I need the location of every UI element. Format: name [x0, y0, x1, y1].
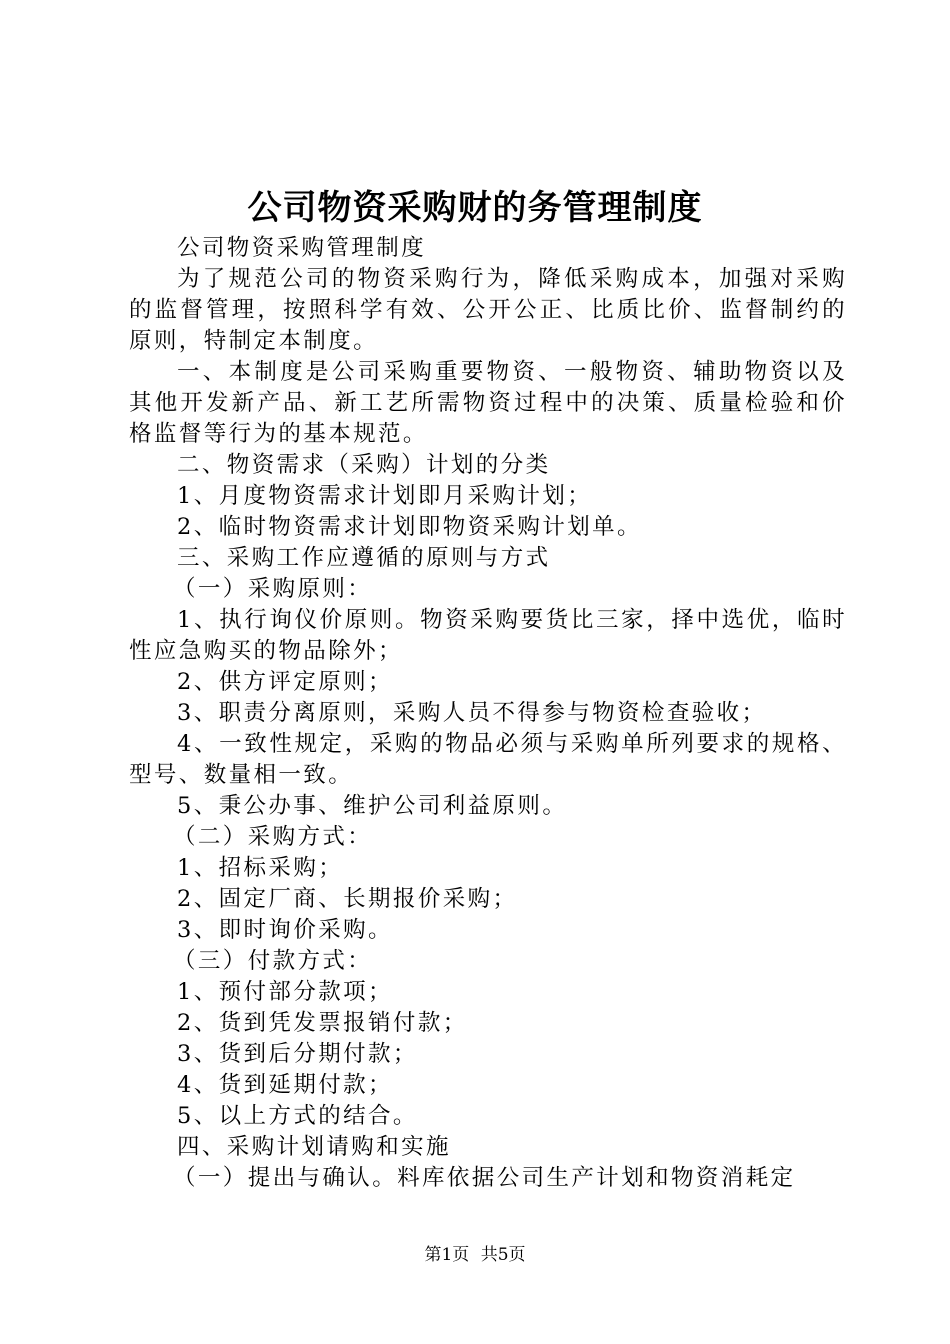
paragraph: 2、固定厂商、长期报价采购；: [177, 886, 518, 912]
paragraph: 4、一致性规定，采购的物品必须与采购单所列要求的规格、型号、数量相一致。: [129, 731, 847, 788]
page-footer: 第1页 共5页: [424, 1245, 526, 1265]
paragraph: 1、月度物资需求计划即月采购计划；: [177, 483, 593, 509]
paragraph: 公司物资采购管理制度: [177, 235, 427, 261]
paragraph: 2、临时物资需求计划即物资采购计划单。: [177, 514, 642, 540]
paragraph: 三、采购工作应遵循的原则与方式: [177, 545, 551, 571]
paragraph: 二、物资需求（采购）计划的分类: [177, 452, 551, 478]
paragraph: 1、招标采购；: [177, 855, 344, 881]
paragraph: 为了规范公司的物资采购行为，降低采购成本，加强对采购的监督管理，按照科学有效、公开公正、比质比价、监督制约的原则，特制定本制度。: [129, 266, 847, 354]
paragraph: 3、货到后分期付款；: [177, 1041, 418, 1067]
paragraph: 一、本制度是公司采购重要物资、一般物资、辅助物资以及其他开发新产品、新工艺所需物资过程中的决策、质量检验和价格监督等行为的基本规范。: [129, 359, 847, 447]
paragraph: （二）采购方式：: [173, 824, 373, 850]
paragraph: （一）提出与确认。料库依据公司生产计划和物资消耗定: [173, 1165, 796, 1191]
paragraph: 4、货到延期付款；: [177, 1072, 393, 1098]
paragraph: 2、供方评定原则；: [177, 669, 393, 695]
paragraph: 3、职责分离原则，采购人员不得参与物资检查验收；: [177, 700, 767, 726]
paragraph: 四、采购计划请购和实施: [177, 1134, 451, 1160]
paragraph: 3、即时询价采购。: [177, 917, 393, 943]
document-body: [129, 233, 847, 1194]
paragraph: （一）采购原则：: [173, 576, 373, 602]
paragraph: 5、以上方式的结合。: [177, 1103, 418, 1129]
paragraph: 1、预付部分款项；: [177, 979, 393, 1005]
paragraph: 2、货到凭发票报销付款；: [177, 1010, 468, 1036]
paragraph: 5、秉公办事、维护公司利益原则。: [177, 793, 568, 819]
paragraph: 1、执行询仪价原则。物资采购要货比三家，择中选优，临时性应急购买的物品除外；: [129, 607, 847, 664]
document-title: 公司物资采购财的务管理制度: [247, 188, 703, 228]
paragraph: （三）付款方式：: [173, 948, 373, 974]
